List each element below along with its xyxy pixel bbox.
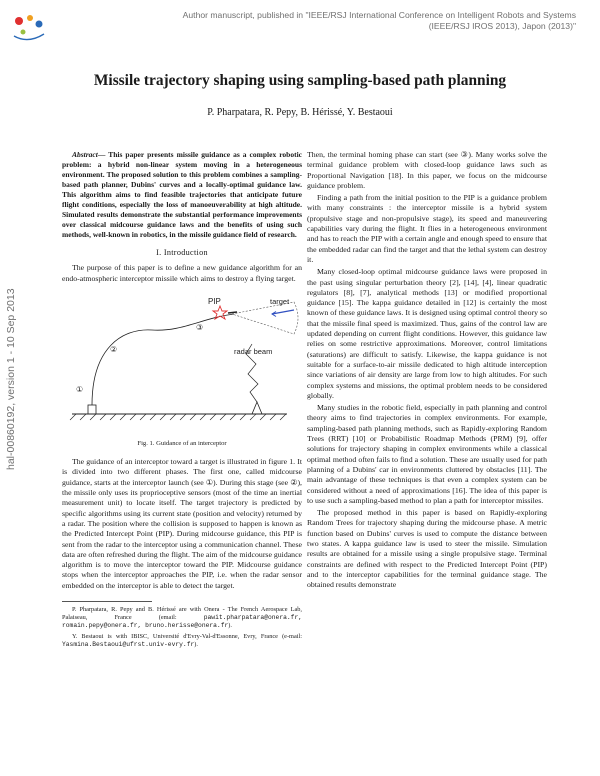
label-stage-3: ③ bbox=[196, 322, 204, 332]
launcher bbox=[88, 405, 96, 414]
ground-hatching bbox=[70, 414, 286, 420]
label-pip: PIP bbox=[208, 296, 221, 306]
radar-station bbox=[252, 402, 262, 414]
right-paragraph-1: Then, the terminal homing phase can start (see ③). Many works solve the terminal guidance problem with closed-loop guidance laws such as Proportional Navigation [18]. In this paper, we focus on the midcourse guidance problem. bbox=[307, 150, 547, 190]
intro-paragraph-2: The guidance of an interceptor toward a target is illustrated in figure 1. It is divided into two different phases. The first one, called midcourse guidance, starts at the interceptor launch (see ①). During this stage (see ②), the missile only uses its proprioceptive sensors (most of the time an inertial measurement unit) to locate itself. The target trajectory is predicted by specific algorithms using its current state (position and velocity) returned by a radar. The position where the collision is supposed to happen is known as the Predicted Intercept Point (PIP). During midcourse guidance, this PIP is sent from the radar to the interceptor using a communication channel. These data are often refreshed during the flight. The aim of the midcourse guidance algorithm is to move the interceptor toward the PIP. Midcourse guidance stops when the interceptor approaches the PIP, i.e. when the radar sensor embedded on the interceptor is able to detect the target. bbox=[62, 457, 302, 590]
hal-logo-swoosh bbox=[14, 34, 44, 40]
hal-logo bbox=[8, 10, 50, 44]
hal-logo-dot-green bbox=[21, 30, 26, 35]
label-stage-1: ① bbox=[76, 384, 84, 394]
label-target: target bbox=[270, 296, 290, 306]
hal-logo-dot-red bbox=[15, 17, 23, 25]
abstract-dash: — bbox=[97, 150, 109, 159]
radar-beam-cone bbox=[232, 302, 298, 334]
intro-paragraph-1: The purpose of this paper is to define a new guidance algorithm for an endo-atmospheric interceptor missile which aims to destroy a flying target. bbox=[62, 263, 302, 283]
label-stage-2: ② bbox=[110, 344, 118, 354]
paper-authors: P. Pharpatara, R. Pepy, B. Hérissé, Y. Bestaoui bbox=[207, 107, 393, 118]
footnote-1-emails[interactable]: pawit.pharpatara@onera.fr, romain.pepy@onera.fr, bruno.herisse@onera.fr bbox=[62, 614, 302, 630]
footnote-affiliation-1 bbox=[62, 606, 302, 631]
pip-star bbox=[213, 306, 227, 319]
abstract-text: This paper presents missile guidance as a complex robotic problem: a hybrid non-linear system moving in a heterogeneous environment. The proposed solution to this problem combines a sampling-based path planner, Dubins' curves and a locally-optimal guidance law. This algorithm aims to find feasible trajectories that anticipate future flight conditions, especially the loss of manoeuverability at high altitude. Simulated results demonstrate the substantial performance improvements over classical midcourse guidance laws and the benefits of using such methods, well-known in robotics, in the missile guidance field of research. bbox=[62, 150, 302, 239]
figure-1-interceptor-guidance bbox=[62, 288, 302, 438]
paper-title: Missile trajectory shaping using sampling-based path planning bbox=[93, 72, 507, 89]
footnote-2-end: ). bbox=[194, 640, 198, 648]
right-paragraph-4: Many studies in the robotic field, especially in path planning and control theory aims to find trajectories in complex environments. For example, sampling-based path planning methods, such as Rapidly-exploring Random Trees (RRT) [10] or Probabilistic Roadmap Methods (PRM) [9], offer solutions for trajectory shaping in complex environments while a classical optimal method often fails to find a solution. These are usually used for path planning of a Dubins' car in environments cluttered by obstacles [11]. The main advantage of these techniques is that even a complex system can be considered without a need of approximations [16]. The idea of this paper is to use such a sampling-based method to plan a path for interceptor missiles. bbox=[307, 403, 547, 505]
hal-logo-dot-blue bbox=[36, 21, 43, 28]
footnote-1-end: ). bbox=[228, 622, 232, 630]
abstract bbox=[62, 150, 302, 240]
right-paragraph-2: Finding a path from the initial position to the PIP is a guidance problem with many constraints : the interceptor missile is a hybrid system (propulsive stage and non-propulsive stage), its speed and maneuvering capabilities vary during the flight. It flies in a heterogeneous environment and has to reach the PIP with a certain angle and enough speed to ensure that the embedded radar can find the target and that the lethal system can destroy it. bbox=[307, 193, 547, 264]
right-column bbox=[307, 150, 547, 592]
hal-side-identifier: hal-00860192, version 1 - 10 Sep 2013 bbox=[5, 288, 17, 470]
interceptor-trajectory bbox=[92, 314, 234, 405]
footnote-affiliation-2 bbox=[62, 633, 302, 649]
footnote-2-text: Y. Bestaoui is with IBISC, Université d'Evry-Val-d'Essonne, Evry, France (e-mail: bbox=[72, 632, 302, 640]
section-heading-introduction: I. Introduction bbox=[156, 248, 208, 257]
label-radar-beam: radar beam bbox=[234, 346, 273, 356]
manuscript-note: Author manuscript, published in "IEEE/RSJ International Conference on Intelligent Robots and Systems (IEEE/RSJ IROS 2013), Japon (2013)" bbox=[182, 10, 576, 31]
right-paragraph-3: Many closed-loop optimal midcourse guidance laws were proposed in the past using singular perturbation theory [2], [14], [4], linear quadratic regulators [8], [7], analytical methods [13] or modified proportional guidance [15]. The kappa guidance detailed in [12] is certainly the most known of these guidance laws. It is designed using optimal control theory so that the missile final speed is maximized. Thus, gains of the control law are updated depending on current flight conditions. However, this guidance law relies on some restrictive approximations. Moreover, control limitations (saturations) are difficult to satisfy. Likewise, the kappa guidance is not suitable for a surface-to-air missile dedicated to high altitude interception since variations of air density are large from low to high altitudes. For such complex systems and missions, the optimal problem needs to be considered globally. bbox=[307, 267, 547, 400]
abstract-lead: Abstract bbox=[72, 150, 98, 159]
footnote-2-email[interactable]: Yasmina.Bestaoui@ufrst.univ-evry.fr bbox=[62, 640, 195, 648]
left-column bbox=[62, 150, 302, 651]
right-paragraph-5: The proposed method in this paper is based on Rapidly-exploring Random Trees for trajectory shaping during the midcourse phase. A metric function based on Dubins' curves is used to compute the distance between two states. A kappa guidance law is used to steer the missile. Simulation results are obtained for a missile using a single propulsive stage. Terminal constraints are defined with respect to the Predicted Intercept Point (PIP) and to the interceptor capabilities for the terminal guidance stage. The obtained results demonstrate bbox=[307, 508, 547, 590]
interceptor-missile bbox=[228, 312, 237, 313]
footnote-rule bbox=[62, 601, 152, 602]
footnote-1-text: P. Pharpatara, R. Pepy and B. Hérissé are with Onera - The French Aerospace Lab, Palaiseau, France (email: bbox=[62, 606, 302, 622]
hal-logo-dot-orange bbox=[27, 15, 33, 21]
figure-1-caption: Fig. 1. Guidance of an interceptor bbox=[137, 439, 227, 447]
